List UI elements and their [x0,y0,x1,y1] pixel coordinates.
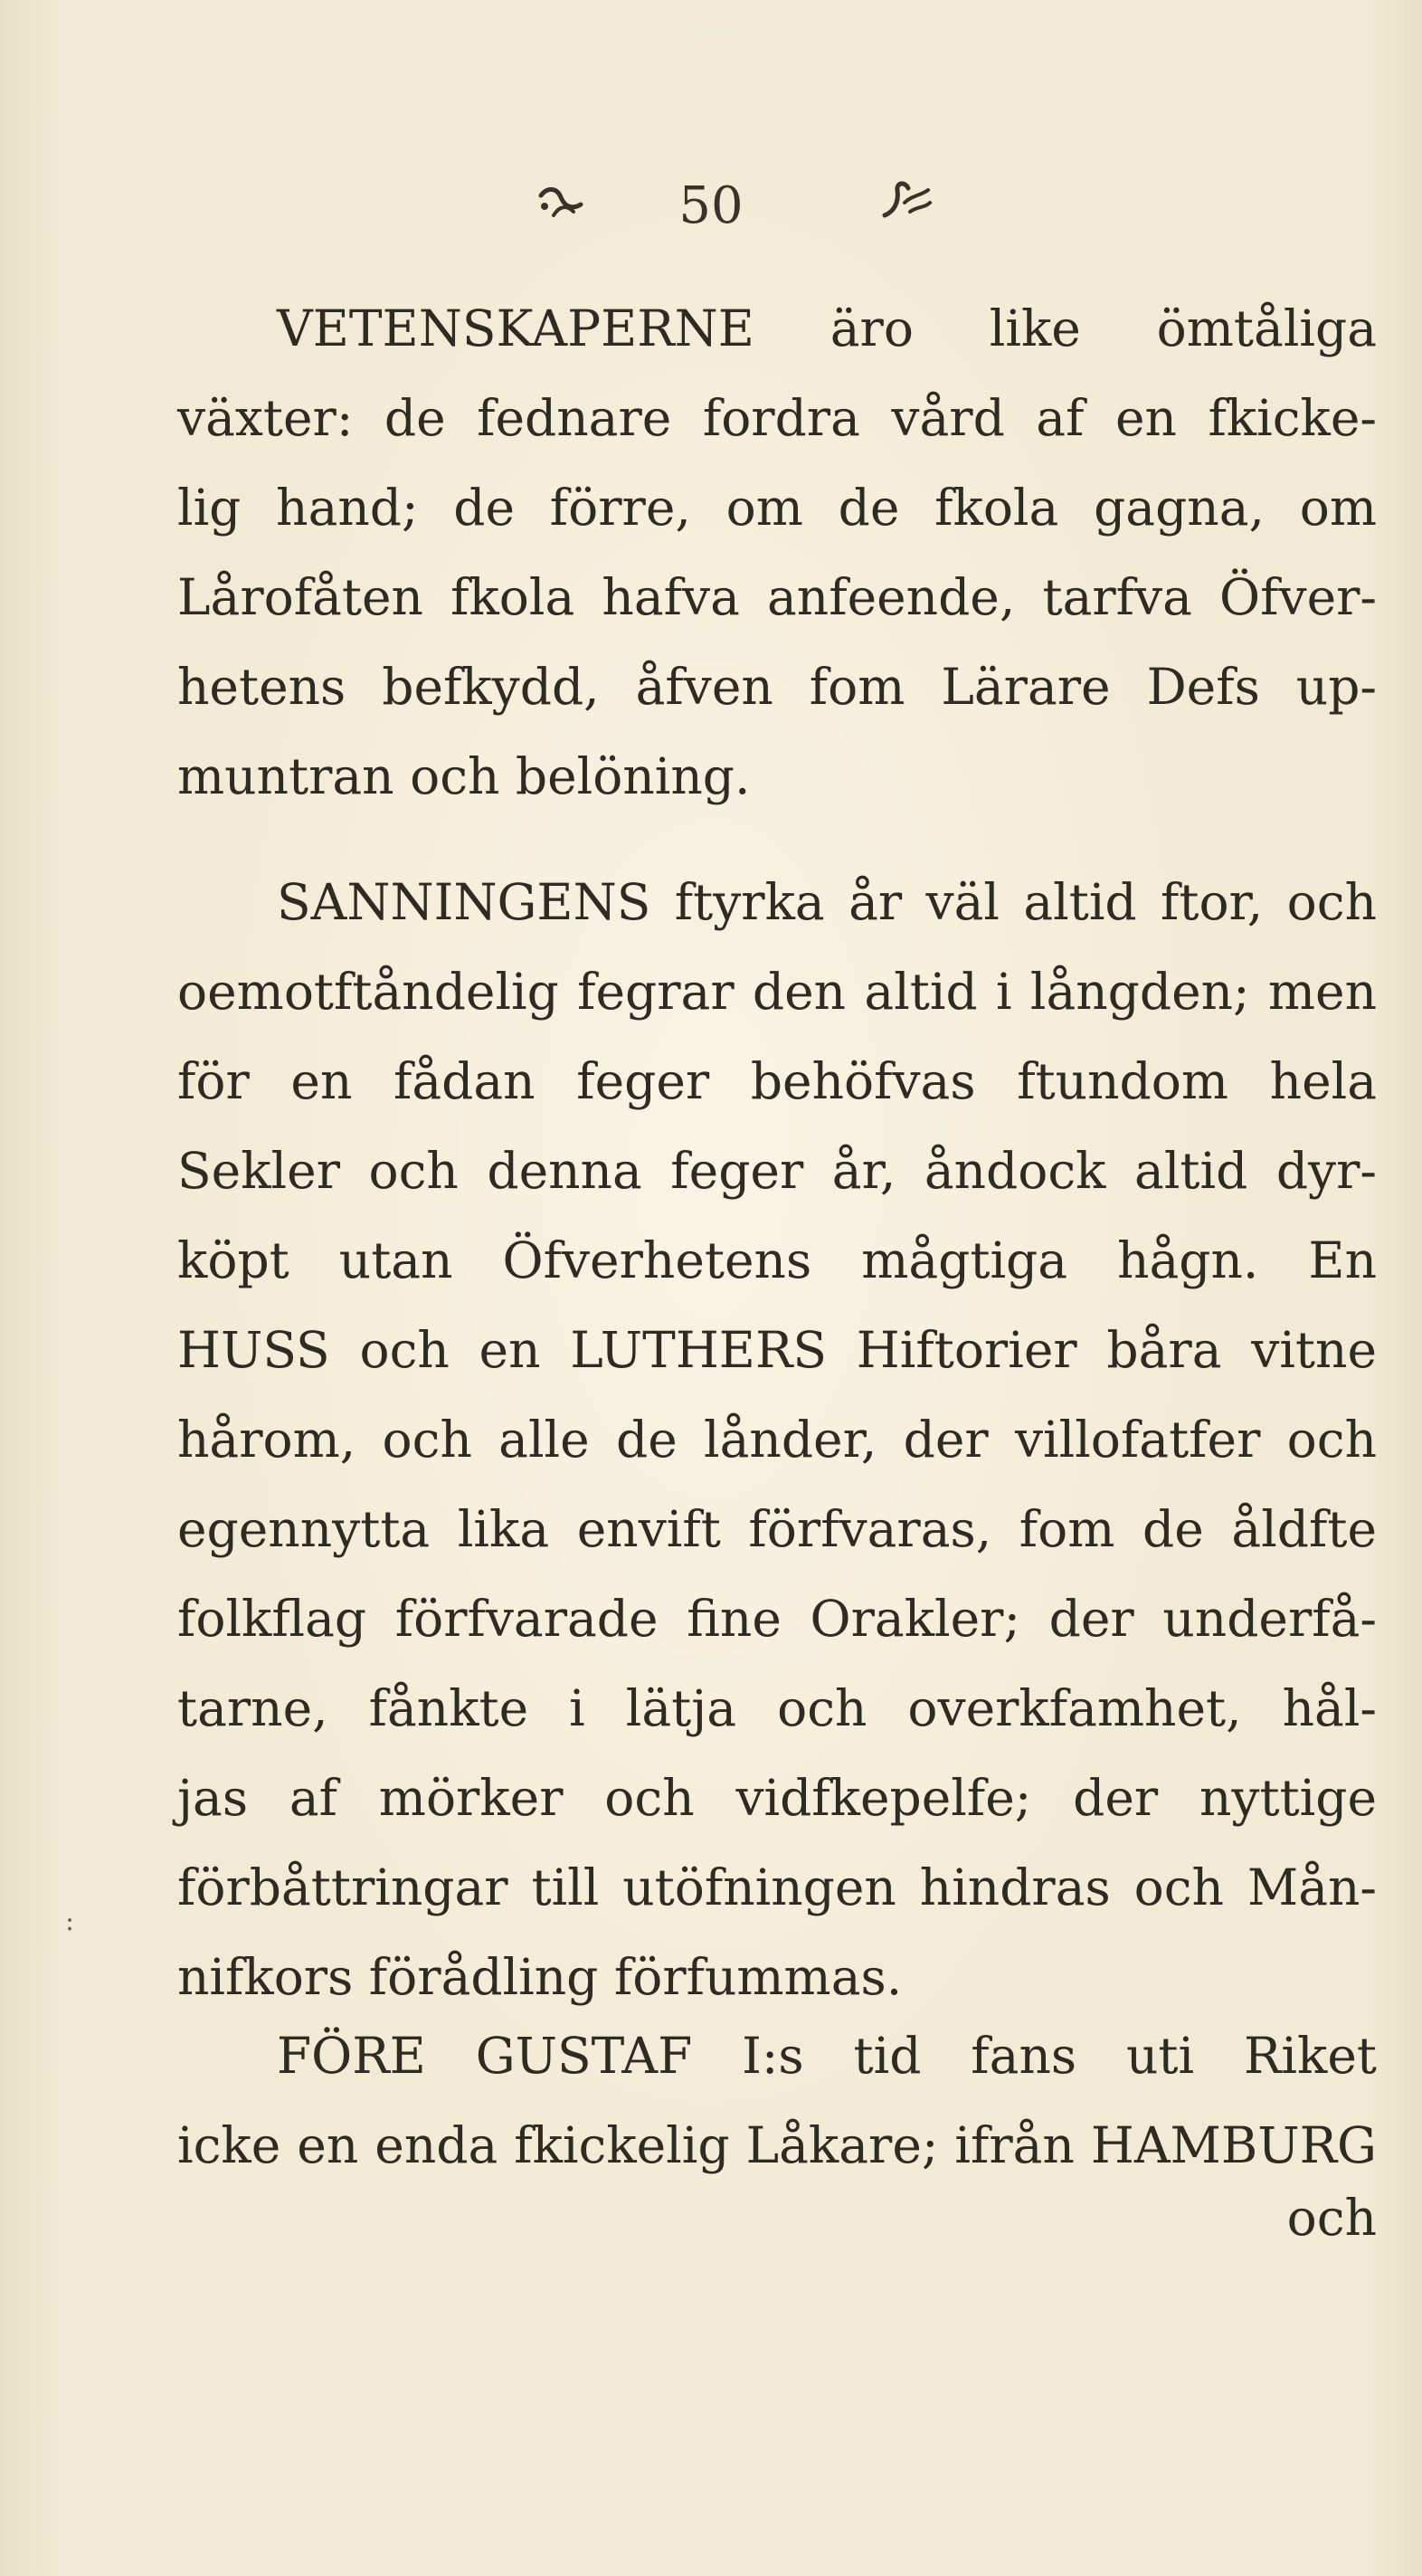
text-line: växter: de fednare fordra vård af en fkicke- [177,389,1377,447]
text-line: icke en enda fkickelig Låkare; ifrån HAMBURG [177,2116,1377,2174]
catchword: och [1286,2189,1377,2247]
text-line: lig hand; de förre, om de fkola gagna, om [177,479,1377,537]
text-line: HUSS och en LUTHERS Hiftorier båra vitne [177,1321,1377,1379]
page-header [0,170,1422,242]
text-line: folkflag förfvarade fine Orakler; der underfå- [177,1590,1377,1648]
paragraph-sanningens [177,858,1377,2022]
page-number: 50 [678,176,744,235]
text-line: SANNINGENS ftyrka år väl altid ftor, och [277,873,1377,931]
text-line: Sekler och denna feger år, åndock altid dyr- [177,1142,1377,1200]
paragraph-vetenskaperne [177,284,1377,822]
ornament-right-icon [877,176,934,224]
text-line: för en fådan feger behöfvas ftundom hela [177,1052,1377,1110]
text-line: egennytta lika envift förfvaras, fom de åldfte [177,1500,1377,1558]
text-line: oemotftåndelig fegrar den altid i långden; men [177,963,1377,1021]
text-line: muntran och belöning. [177,747,751,805]
text-line: köpt utan Öfverhetens mågtiga hågn. En [177,1231,1377,1289]
text-line: tarne, fånkte i lätja och overkfamhet, hål- [177,1679,1377,1737]
text-line: jas af mörker och vidfkepelfe; der nyttige [177,1769,1377,1827]
text-line: förbåttringar till utöfningen hindras och Mån- [177,1858,1377,1916]
paragraph-fore-gustaf [177,2011,1377,2191]
text-line: VETENSKAPERNE äro like ömtåliga [277,299,1377,357]
text-line: hetens befkydd, åfven fom Lärare Defs up- [177,658,1377,716]
margin-mark: : [65,1906,75,1937]
text-line: hårom, och alle de lånder, der villofatfer och [177,1411,1377,1469]
text-line: Lårofåten fkola hafva anfeende, tarfva Öfver- [177,568,1377,626]
text-line: FÖRE GUSTAF I:s tid fans uti Riket [277,2027,1377,2085]
text-line: nifkors förådling förfummas. [177,1948,903,2006]
